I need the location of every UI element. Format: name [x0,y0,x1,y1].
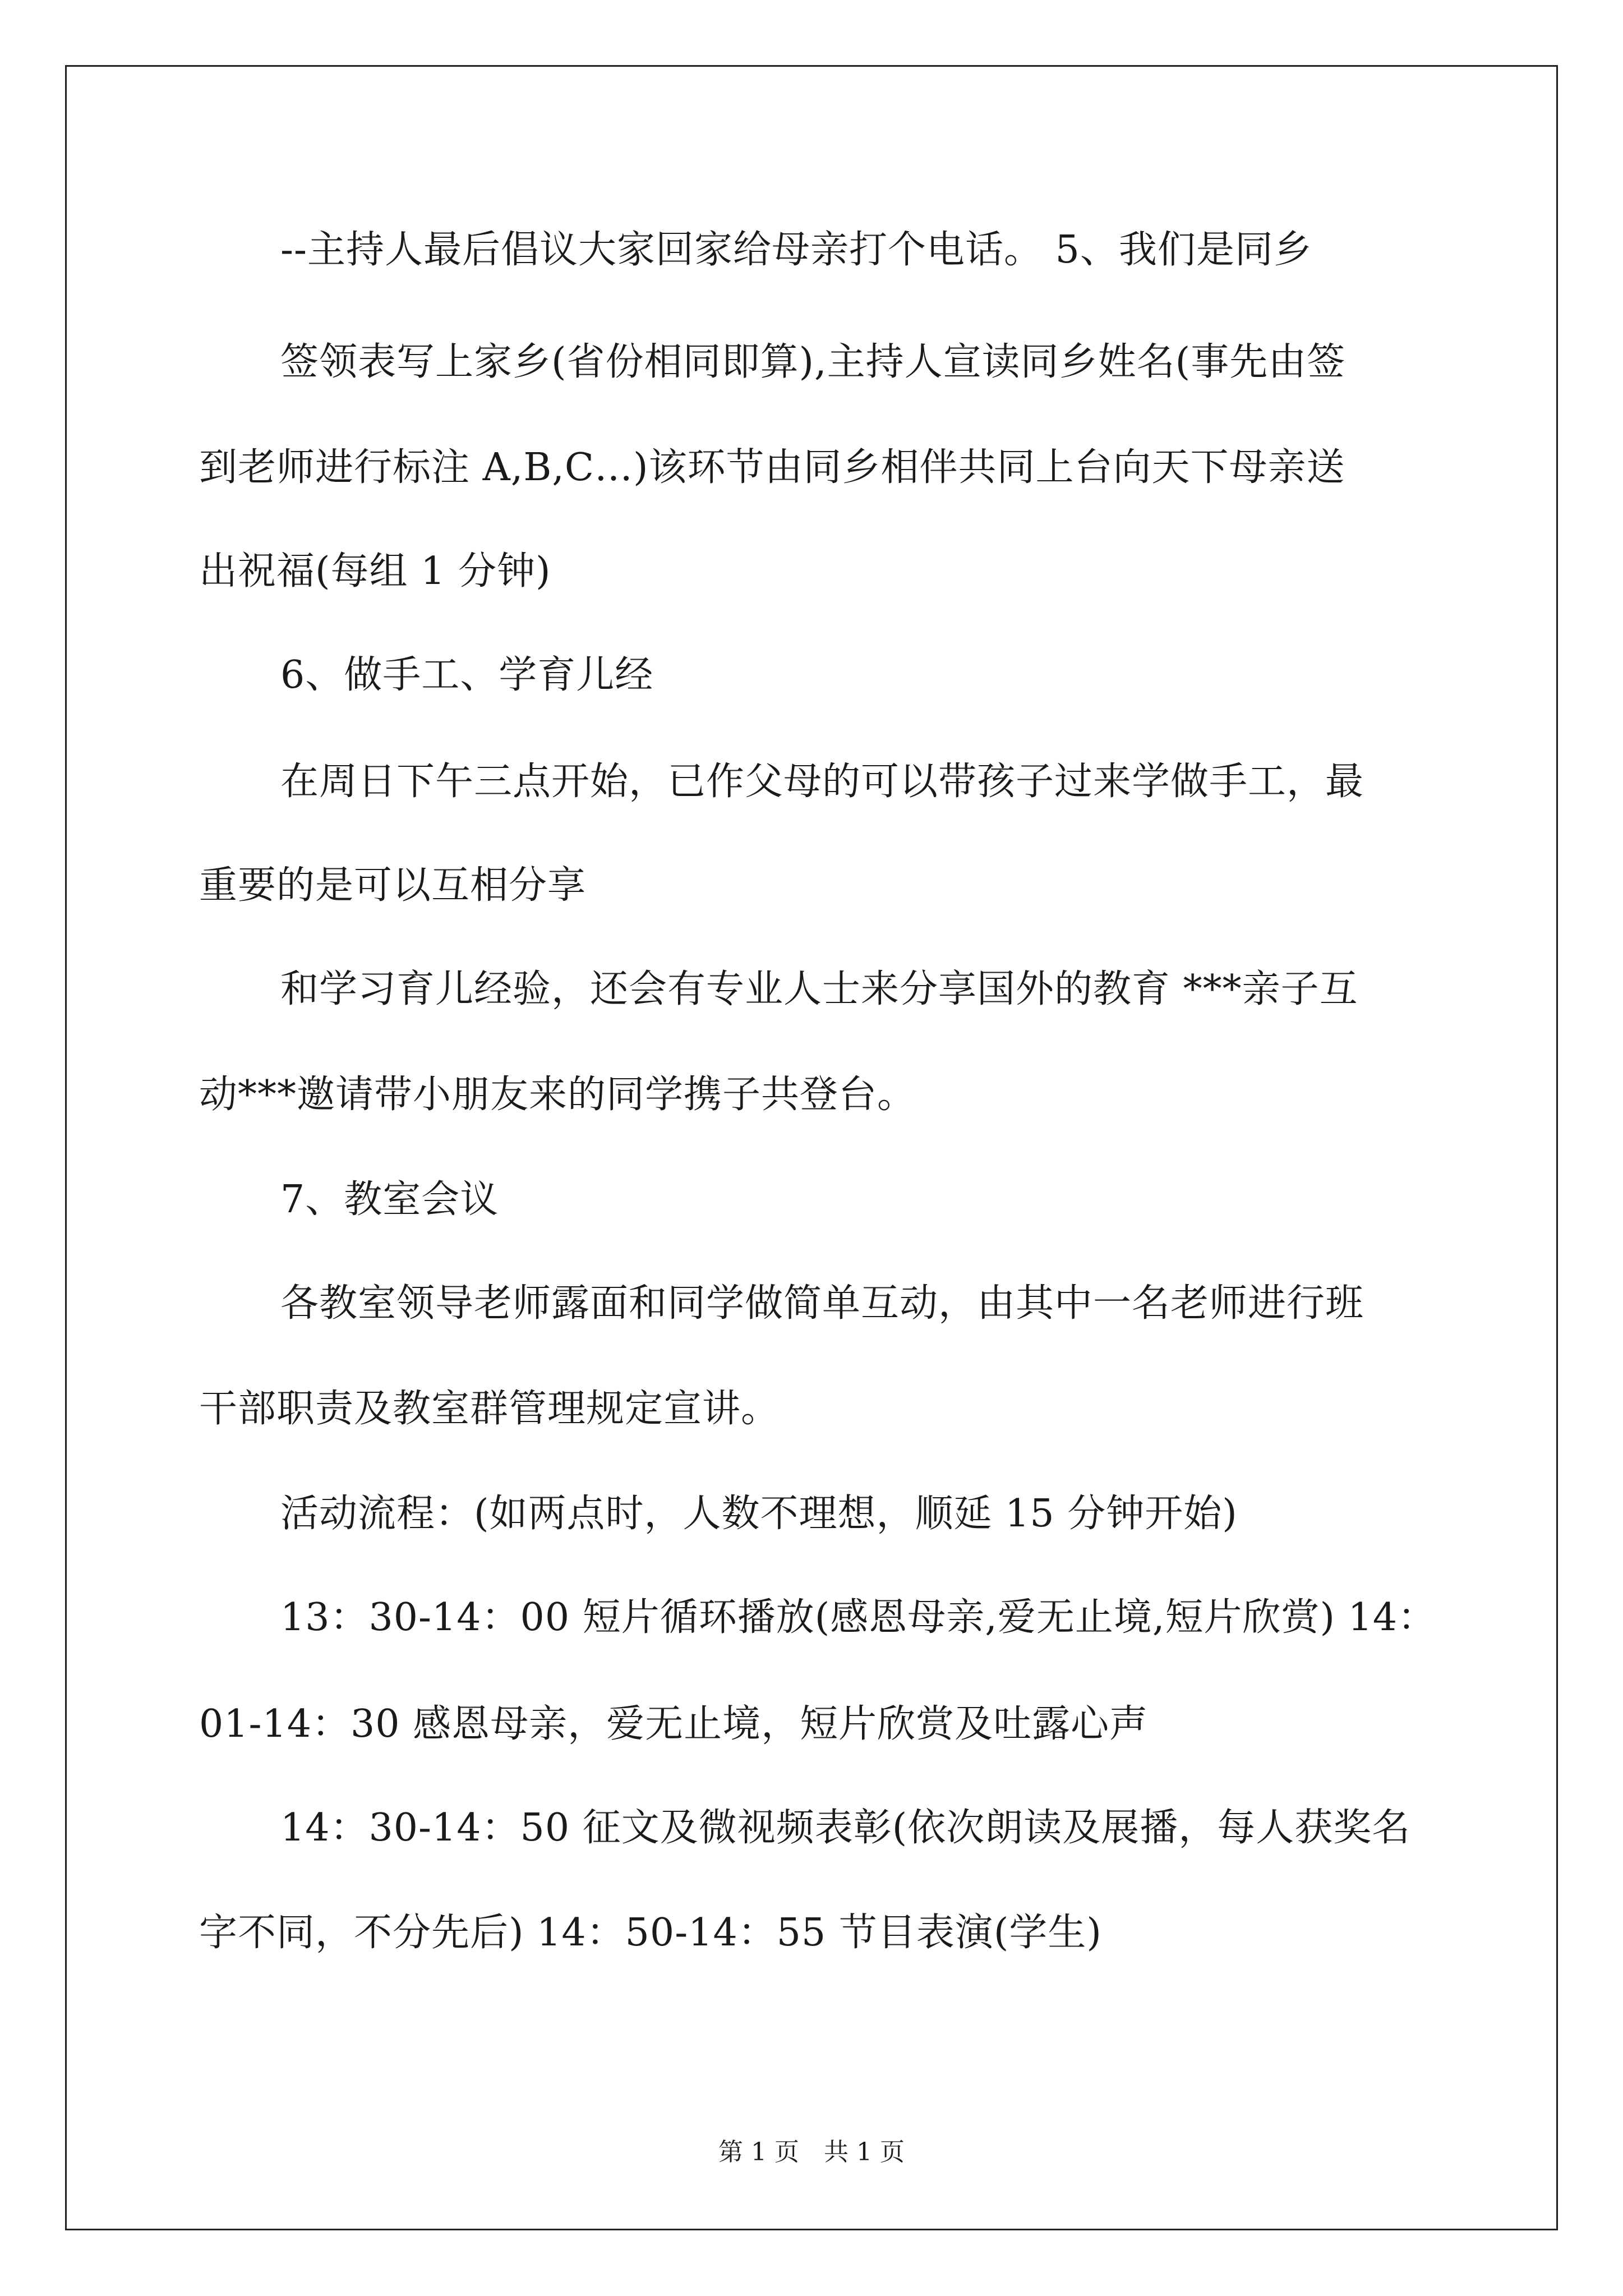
text-line: 重要的是可以互相分享 [199,863,587,908]
text-line: 和学习育儿经验，还会有专业人士来分享国外的教育 ***亲子互 [280,967,1358,1011]
schedule-line: 01-14：30 感恩母亲，爱无止境，短片欣赏及吐露心声 [199,1702,1149,1746]
schedule-line: 字不同，不分先后) 14：50-14：55 节目表演(学生) [199,1911,1102,1955]
text-line: 干部职责及教室群管理规定宣讲。 [199,1387,780,1431]
schedule-line: 13：30-14：00 短片循环播放(感恩母亲,爱无止境,短片欣赏) 14： [280,1595,1437,1640]
text-line: 动***邀请带小朋友来的同学携子共登台。 [199,1073,916,1117]
text-line: 各教室领导老师露面和同学做简单互动，由其中一名老师进行班 [280,1281,1364,1326]
page-border [65,65,1558,2230]
schedule-line: 14：30-14：50 征文及微视频表彰(依次朗读及展播，每人获奖名 [280,1806,1411,1850]
text-line: 到老师进行标注 A,B,C…)该环节由同乡相伴共同上台向天下母亲送 [199,445,1345,490]
text-line: 在周日下午三点开始，已作父母的可以带孩子过来学做手工，最 [280,760,1364,804]
text-line: --主持人最后倡议大家回家给母亲打个电话。 5、我们是同乡 [280,228,1312,272]
section-heading: 7、教室会议 [280,1177,499,1222]
text-line: 签领表写上家乡(省份相同即算),主持人宣读同乡姓名(事先由签 [280,340,1346,384]
text-line: 活动流程：(如两点时，人数不理想，顺延 15 分钟开始) [280,1492,1238,1536]
text-line: 出祝福(每组 1 分钟) [199,549,551,593]
page-number-footer: 第 1 页 共 1 页 [718,2138,905,2166]
section-heading: 6、做手工、学育儿经 [280,653,654,697]
